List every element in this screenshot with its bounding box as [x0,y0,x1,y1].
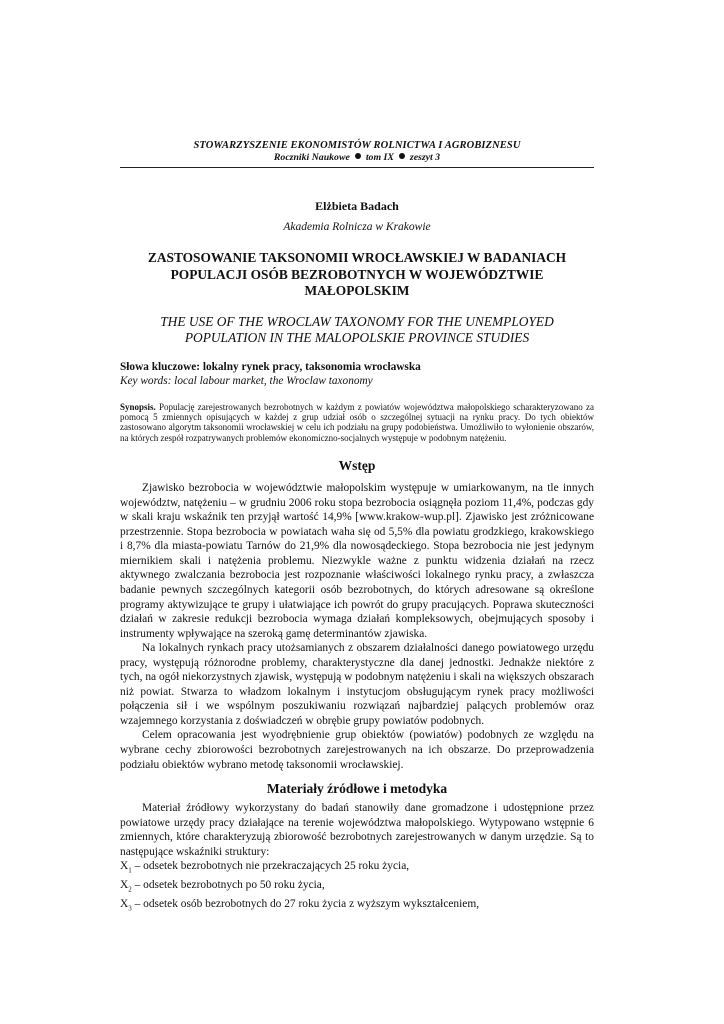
bullet-icon [399,153,405,159]
author-name: Elżbieta Badach [315,199,399,213]
article-page [120,140,594,916]
intro-paragraph-1: Zjawisko bezrobocia w województwie małopolskim występuje w umiarkowanym, na tle innych województw, natężeniu – w grudniu 2006 roku stopa bezrobocia osiągnęła poziom 11,4%, podczas gdy w skali kraju wskaźnik ten przyjął wartość 14,9% [www.krakow-wup.pl]. Zjawisko jest zróżnicowane przestrzennie. Stopa bezrobocia w powiatach waha się od 5,5% dla powiatu grodzkiego, krakowskiego i 8,7% dla miasta-powiatu Tarnów do 21,9% dla nowosądeckiego. Stopa bezrobocia nie jest jedynym miernikiem skali i natężenia problemu. Niezwykle ważne z punktu widzenia działań na rzecz aktywnego zwalczania bezrobocia jest rozpoznanie właściwości lokalnego rynku pracy, a zwłaszcza badanie pewnych szczególnych kategorii osób bezrobotnych, do których adresowane są określone programy aktywizujące te grupy i ułatwiające ich powrót do grupy pracujących. Poprawa skuteczności działań w zakresie redukcji bezrobocia wymaga działań kompleksowych, obejmujących sposoby i instrumenty wpływające na szeroką gamę determinantów zjawiska. [120,482,594,640]
variable-item: $X_3$ – odsetek osób bezrobotnych do 27 roku życia z wyższym wykształceniem, [120,897,480,913]
journal-volume: tom IX [365,152,394,163]
section-heading-methods: Materiały źródłowe i metodyka [266,781,448,797]
journal-series-line [120,152,594,163]
keywords-polish: Słowa kluczowe: lokalny rynek pracy, taksonomia wrocławska [120,360,421,373]
bullet-icon [355,153,361,159]
journal-society: STOWARZYSZENIE EKONOMISTÓW ROLNICTWA I AGROBIZNESU [193,140,521,151]
section-heading-intro: Wstęp [338,458,376,474]
keywords-english: Key words: local labour market, the Wroclaw taxonomy [120,374,373,387]
title-english: THE USE OF THE WROCLAW TAXONOMY FOR THE UNEMPLOYED POPULATION IN THE MALOPOLSKIE PROVINCE STUDIES [160,313,554,345]
variable-item: $X_2$ – odsetek bezrobotnych po 50 roku życia, [120,879,325,894]
header-rule [120,167,594,168]
journal-issue: zeszyt 3 [409,152,441,163]
journal-series: Roczniki Naukowe [273,152,350,163]
variable-item: $X_1$ – odsetek bezrobotnych nie przekraczających 25 roku życia, [120,860,410,875]
author-affiliation: Akademia Rolnicza w Krakowie [283,221,431,233]
methods-paragraph-1: Materiał źródłowy wykorzystany do badań stanowiły dane gromadzone i udostępnione przez powiatowe urzędy pracy działające na terenie województwa małopolskiego. Wytypowano wstępnie 6 zmiennych, które charakteryzują zbiorowość bezrobotnych zarejestrowanych w danym urzędzie. Są to następujące wskaźniki struktury: [120,802,594,858]
intro-paragraph-3: Celem opracowania jest wyodrębnienie grup obiektów (powiatów) podobnych ze względu na wybrane cechy zbiorowości bezrobotnych zarejestrowanych na ich obszarze. Do przeprowadzenia podziału obiektów wybrano metodę taksonomii wrocławskiej. [120,729,594,771]
synopsis [120,402,594,444]
intro-paragraph-2: Na lokalnych rynkach pracy utożsamianych z obszarem działalności danego powiatowego urzędu pracy, występują różnorodne problemy, charakterystyczne dla danej jednostki. Jednakże niektóre z tych, na ogół niekorzystnych zjawisk, występują w podobnym natężeniu i skali na większych obszarach niż powiat. Stwarza to władzom lokalnym i instytucjom obsługującym rynek pracy możliwości połączenia sił i we wspólnym poszukiwaniu rozwiązań najbardziej palących problemów oraz wzajemnego korzystania z doświadczeń w obrębie grupy powiatów podobnych. [120,642,594,727]
synopsis-label: Synopsis. [120,401,156,412]
synopsis-text: Populację zarejestrowanych bezrobotnych w każdym z powiatów województwa małopolskiego scharakteryzowano za pomocą 5 zmiennych opisujących w każdej z grup udział osób o szczególnej sytuacji na rynku pracy. Do tych obiektów zastosowano algorytm taksonomii wrocławskiej w celu ich podziału na grupy podobieństwa. Umożliwiło to wyłonienie obszarów, na których zespół rozpatrywanych problemów ekonomiczno-socjalnych występuje w podobnym natężeniu. [120,401,594,443]
title-polish: ZASTOSOWANIE TAKSONOMII WROCŁAWSKIEJ W BADANIACH POPULACJI OSÓB BEZROBOTNYCH W WOJEWÓDZTWIE MAŁOPOLSKIM [147,250,567,298]
